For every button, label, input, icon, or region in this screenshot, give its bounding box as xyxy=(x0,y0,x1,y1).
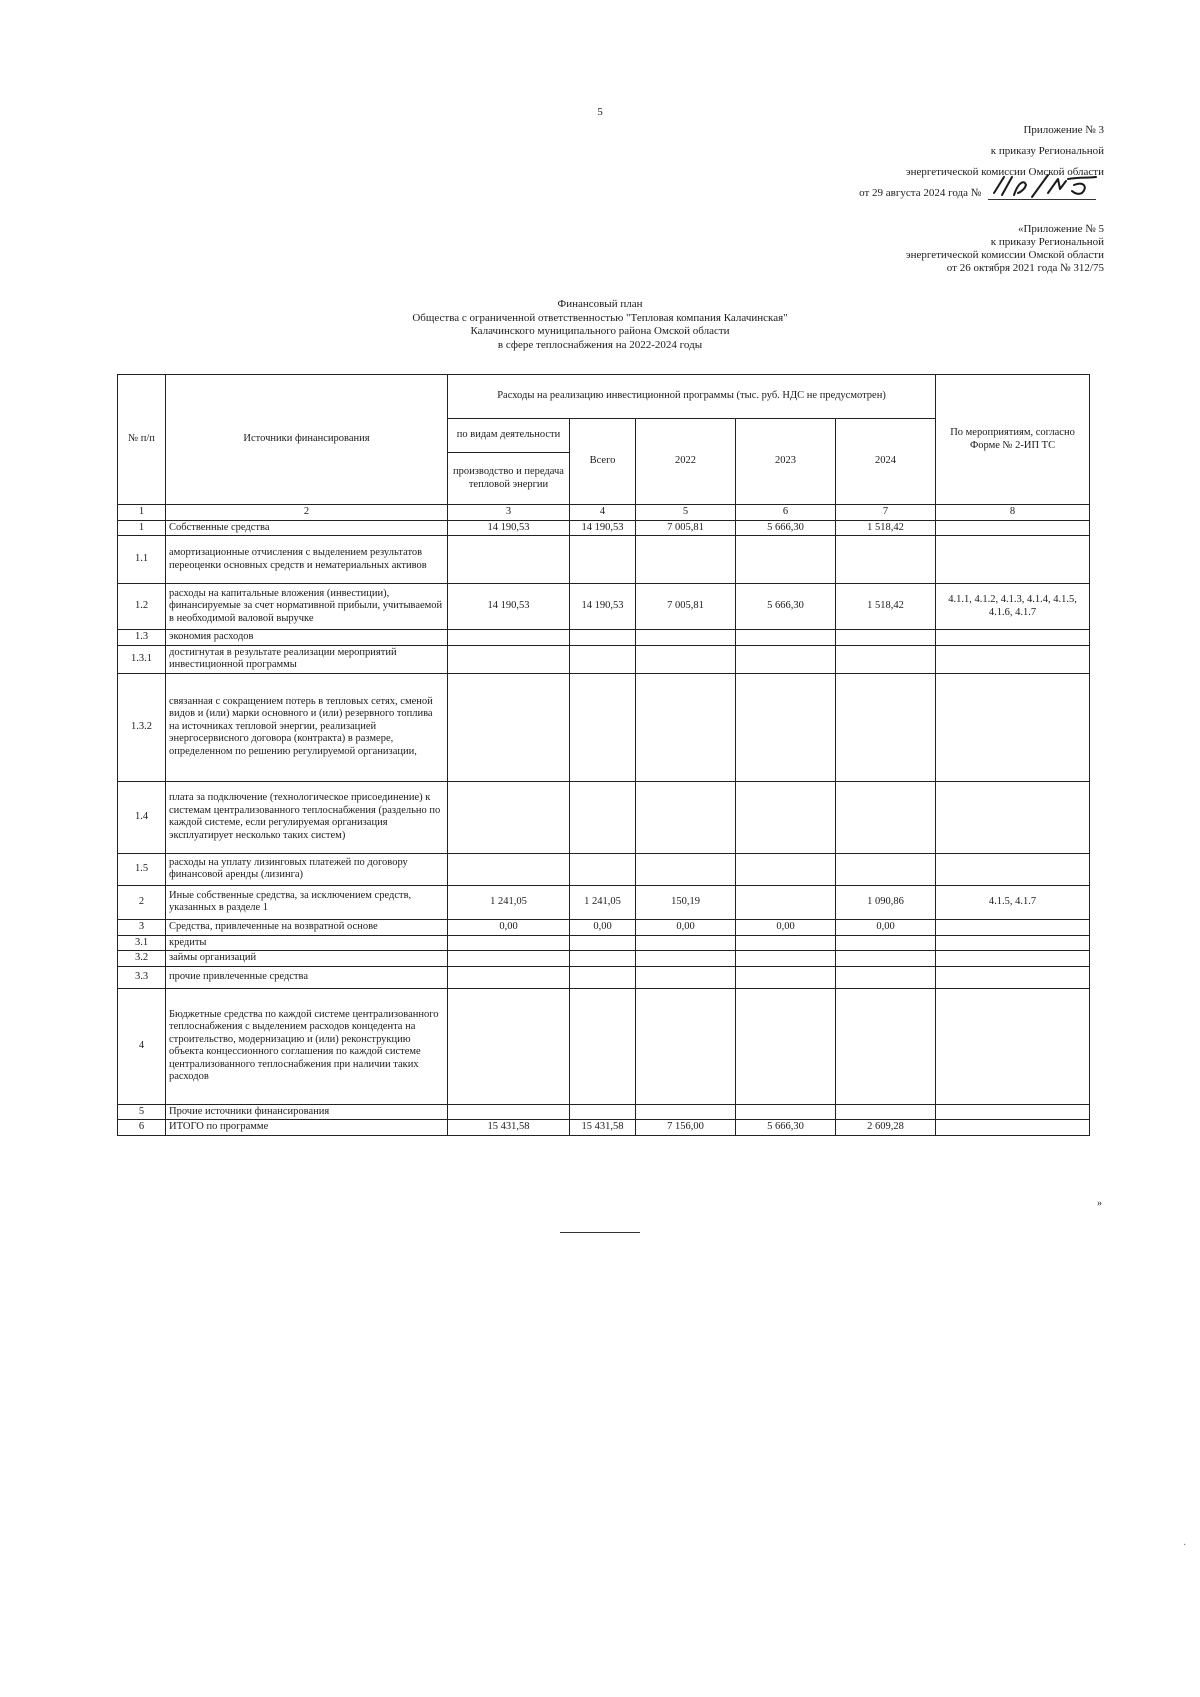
row-2022-cell xyxy=(636,1104,736,1120)
colnum-6: 6 xyxy=(736,505,836,521)
row-production-cell: 1 241,05 xyxy=(448,885,570,919)
table-row xyxy=(118,584,1090,630)
row-2024-cell xyxy=(836,781,936,853)
document-title xyxy=(300,298,900,352)
bottom-divider xyxy=(560,1232,640,1233)
row-number-cell: 1.3.2 xyxy=(118,673,166,781)
row-2022-cell xyxy=(636,781,736,853)
row-number-cell: 1.2 xyxy=(118,584,166,630)
title-line1: Финансовый план xyxy=(557,298,643,310)
appendix5-line2: к приказу Региональной xyxy=(990,236,1104,248)
row-2022-cell: 0,00 xyxy=(636,919,736,935)
row-total-cell xyxy=(570,645,636,673)
appendix5-line3: энергетической комиссии Омской области xyxy=(905,249,1104,261)
row-2023-cell xyxy=(736,536,836,584)
appendix5-line1: «Приложение № 5 xyxy=(1017,223,1104,235)
row-production-cell: 15 431,58 xyxy=(448,1120,570,1136)
row-source-cell: расходы на уплату лизинговых платежей по договору финансовой аренды (лизинга) xyxy=(166,853,448,885)
scan-edge-mark: · xyxy=(1183,1540,1187,1551)
row-number-cell: 6 xyxy=(118,1120,166,1136)
table-row xyxy=(118,673,1090,781)
row-2022-cell xyxy=(636,630,736,646)
row-2023-cell xyxy=(736,645,836,673)
row-measures-cell: 4.1.5, 4.1.7 xyxy=(936,885,1090,919)
row-production-cell xyxy=(448,645,570,673)
header-expenses: Расходы на реализацию инвестиционной программы (тыс. руб. НДС не предусмотрен) xyxy=(448,375,936,419)
row-2024-cell xyxy=(836,853,936,885)
row-production-cell xyxy=(448,951,570,967)
row-total-cell: 14 190,53 xyxy=(570,520,636,536)
colnum-8: 8 xyxy=(936,505,1090,521)
row-2024-cell xyxy=(836,536,936,584)
row-production-cell xyxy=(448,935,570,951)
row-2023-cell xyxy=(736,935,836,951)
handwritten-signature-mark xyxy=(988,171,1104,201)
row-number-cell: 1.3 xyxy=(118,630,166,646)
row-2022-cell: 7 156,00 xyxy=(636,1120,736,1136)
row-measures-cell xyxy=(936,673,1090,781)
row-source-cell: экономия расходов xyxy=(166,630,448,646)
row-measures-cell xyxy=(936,988,1090,1104)
row-production-cell: 0,00 xyxy=(448,919,570,935)
row-2022-cell xyxy=(636,988,736,1104)
row-total-cell: 15 431,58 xyxy=(570,1120,636,1136)
colnum-2: 2 xyxy=(166,505,448,521)
header-by-activity: по видам деятельности xyxy=(448,419,570,453)
table-row xyxy=(118,919,1090,935)
appendix3-line2: к приказу Региональной xyxy=(990,145,1104,157)
row-2024-cell xyxy=(836,988,936,1104)
appendix3-line3: энергетической комиссии Омской области xyxy=(905,166,1104,178)
header-total: Всего xyxy=(570,419,636,505)
closing-quote-mark: » xyxy=(1097,1198,1102,1209)
row-2022-cell xyxy=(636,951,736,967)
row-2022-cell: 7 005,81 xyxy=(636,584,736,630)
appendix5-header xyxy=(906,223,1104,275)
row-source-cell: Средства, привлеченные на возвратной основе xyxy=(166,919,448,935)
row-measures-cell xyxy=(936,919,1090,935)
row-measures-cell xyxy=(936,1120,1090,1136)
row-2024-cell: 1 090,86 xyxy=(836,885,936,919)
row-2024-cell: 1 518,42 xyxy=(836,520,936,536)
row-2023-cell xyxy=(736,885,836,919)
column-number-row xyxy=(118,505,1090,521)
row-total-cell xyxy=(570,1104,636,1120)
row-number-cell: 3 xyxy=(118,919,166,935)
order-number-handwritten xyxy=(988,191,1104,200)
table-row xyxy=(118,536,1090,584)
row-2022-cell xyxy=(636,966,736,988)
row-source-cell: кредиты xyxy=(166,935,448,951)
row-measures-cell xyxy=(936,853,1090,885)
row-2022-cell xyxy=(636,853,736,885)
row-number-cell: 2 xyxy=(118,885,166,919)
row-2024-cell xyxy=(836,966,936,988)
row-production-cell xyxy=(448,853,570,885)
row-source-cell: Иные собственные средства, за исключением средств, указанных в разделе 1 xyxy=(166,885,448,919)
row-production-cell xyxy=(448,630,570,646)
row-2022-cell xyxy=(636,536,736,584)
row-2024-cell xyxy=(836,645,936,673)
row-total-cell: 0,00 xyxy=(570,919,636,935)
row-2024-cell xyxy=(836,935,936,951)
row-2023-cell xyxy=(736,630,836,646)
row-source-cell: амортизационные отчисления с выделением результатов переоценки основных средств и нематериальных активов xyxy=(166,536,448,584)
row-2023-cell: 5 666,30 xyxy=(736,1120,836,1136)
row-number-cell: 4 xyxy=(118,988,166,1104)
row-measures-cell xyxy=(936,536,1090,584)
row-2023-cell xyxy=(736,988,836,1104)
row-source-cell: Собственные средства xyxy=(166,520,448,536)
row-2022-cell: 150,19 xyxy=(636,885,736,919)
row-production-cell xyxy=(448,988,570,1104)
title-line2: Общества с ограниченной ответственностью "Тепловая компания Калачинская" xyxy=(412,311,788,324)
row-source-cell: плата за подключение (технологическое присоединение) к системам централизованного теплоснабжения (раздельно по каждой системе, если регулируемая организация эксплуатирует несколько таких систем) xyxy=(166,781,448,853)
table-row xyxy=(118,951,1090,967)
row-number-cell: 3.2 xyxy=(118,951,166,967)
row-production-cell xyxy=(448,536,570,584)
row-source-cell: займы организаций xyxy=(166,951,448,967)
order-date-prefix: от 29 августа 2024 года № xyxy=(859,187,982,199)
row-number-cell: 3.3 xyxy=(118,966,166,988)
appendix3-header xyxy=(859,120,1104,204)
row-measures-cell xyxy=(936,645,1090,673)
row-2022-cell xyxy=(636,645,736,673)
row-2024-cell: 0,00 xyxy=(836,919,936,935)
row-2022-cell: 7 005,81 xyxy=(636,520,736,536)
row-measures-cell xyxy=(936,520,1090,536)
row-measures-cell xyxy=(936,935,1090,951)
row-2024-cell: 2 609,28 xyxy=(836,1120,936,1136)
row-measures-cell xyxy=(936,966,1090,988)
row-production-cell xyxy=(448,1104,570,1120)
row-2023-cell: 0,00 xyxy=(736,919,836,935)
row-production-cell xyxy=(448,966,570,988)
colnum-7: 7 xyxy=(836,505,936,521)
table-row xyxy=(118,1120,1090,1136)
header-source: Источники финансирования xyxy=(166,375,448,505)
row-number-cell: 1.1 xyxy=(118,536,166,584)
row-measures-cell xyxy=(936,630,1090,646)
row-total-cell xyxy=(570,536,636,584)
row-total-cell: 14 190,53 xyxy=(570,584,636,630)
row-2023-cell: 5 666,30 xyxy=(736,584,836,630)
table-row xyxy=(118,630,1090,646)
row-2024-cell xyxy=(836,630,936,646)
row-total-cell xyxy=(570,673,636,781)
financial-plan-table xyxy=(117,374,1090,1136)
row-measures-cell: 4.1.1, 4.1.2, 4.1.3, 4.1.4, 4.1.5, 4.1.6, 4.1.7 xyxy=(936,584,1090,630)
row-2024-cell xyxy=(836,1104,936,1120)
colnum-4: 4 xyxy=(570,505,636,521)
row-source-cell: расходы на капитальные вложения (инвестиции), финансируемые за счет нормативной прибыли, учитываемой в необходимой валовой выручке xyxy=(166,584,448,630)
row-2024-cell: 1 518,42 xyxy=(836,584,936,630)
row-source-cell: прочие привлеченные средства xyxy=(166,966,448,988)
appendix3-line4 xyxy=(859,183,1104,204)
row-total-cell xyxy=(570,781,636,853)
row-number-cell: 1.4 xyxy=(118,781,166,853)
row-number-cell: 3.1 xyxy=(118,935,166,951)
row-total-cell xyxy=(570,630,636,646)
row-total-cell xyxy=(570,935,636,951)
header-2024: 2024 xyxy=(836,419,936,505)
row-number-cell: 1 xyxy=(118,520,166,536)
table-row xyxy=(118,935,1090,951)
row-production-cell: 14 190,53 xyxy=(448,520,570,536)
row-measures-cell xyxy=(936,781,1090,853)
table-row xyxy=(118,885,1090,919)
row-2023-cell xyxy=(736,853,836,885)
page-number: 5 xyxy=(597,106,603,118)
colnum-3: 3 xyxy=(448,505,570,521)
row-number-cell: 5 xyxy=(118,1104,166,1120)
row-2022-cell xyxy=(636,935,736,951)
table-header-row-1 xyxy=(118,375,1090,419)
colnum-1: 1 xyxy=(118,505,166,521)
row-2023-cell xyxy=(736,951,836,967)
row-measures-cell xyxy=(936,1104,1090,1120)
row-production-cell xyxy=(448,673,570,781)
appendix3-line1: Приложение № 3 xyxy=(1023,124,1104,136)
table-body xyxy=(118,375,1090,1136)
row-2024-cell xyxy=(836,673,936,781)
row-2023-cell xyxy=(736,673,836,781)
title-line4: в сфере теплоснабжения на 2022-2024 годы xyxy=(497,338,703,351)
row-source-cell: достигнутая в результате реализации мероприятий инвестиционной программы xyxy=(166,645,448,673)
title-line3: Калачинского муниципального района Омской области xyxy=(470,325,730,337)
row-source-cell: Прочие источники финансирования xyxy=(166,1104,448,1120)
row-total-cell xyxy=(570,951,636,967)
row-total-cell xyxy=(570,988,636,1104)
row-2022-cell xyxy=(636,673,736,781)
colnum-5: 5 xyxy=(636,505,736,521)
table-row xyxy=(118,966,1090,988)
appendix5-line4: от 26 октября 2021 года № 312/75 xyxy=(946,262,1104,274)
table-row xyxy=(118,520,1090,536)
row-total-cell xyxy=(570,966,636,988)
table-row xyxy=(118,853,1090,885)
row-number-cell: 1.5 xyxy=(118,853,166,885)
row-production-cell xyxy=(448,781,570,853)
row-production-cell: 14 190,53 xyxy=(448,584,570,630)
row-2023-cell xyxy=(736,781,836,853)
header-num: № п/п xyxy=(118,375,166,505)
row-number-cell: 1.3.1 xyxy=(118,645,166,673)
row-2024-cell xyxy=(836,951,936,967)
row-source-cell: ИТОГО по программе xyxy=(166,1120,448,1136)
table-row xyxy=(118,988,1090,1104)
row-total-cell: 1 241,05 xyxy=(570,885,636,919)
row-source-cell: связанная с сокращением потерь в тепловых сетях, сменой видов и (или) марки основного и (или) резервного топлива на источниках тепловой энергии, реализацией энергосервисного договора (контракта) в размере, определенном по решению регулируемой организации, xyxy=(166,673,448,781)
row-2023-cell xyxy=(736,966,836,988)
table-row xyxy=(118,781,1090,853)
row-measures-cell xyxy=(936,951,1090,967)
row-source-cell: Бюджетные средства по каждой системе централизованного теплоснабжения с выделением расходов концедента на строительство, модернизацию и (или) реконструкцию объекта концессионного соглашения по каждой системе централизованного теплоснабжения при наличии таких расходов xyxy=(166,988,448,1104)
header-2022: 2022 xyxy=(636,419,736,505)
table-row xyxy=(118,1104,1090,1120)
header-production: производство и передача тепловой энергии xyxy=(448,453,570,505)
header-2023: 2023 xyxy=(736,419,836,505)
row-total-cell xyxy=(570,853,636,885)
row-2023-cell xyxy=(736,1104,836,1120)
table-row xyxy=(118,645,1090,673)
header-measures: По мероприятиям, согласно Форме № 2-ИП ТС xyxy=(936,375,1090,505)
row-2023-cell: 5 666,30 xyxy=(736,520,836,536)
